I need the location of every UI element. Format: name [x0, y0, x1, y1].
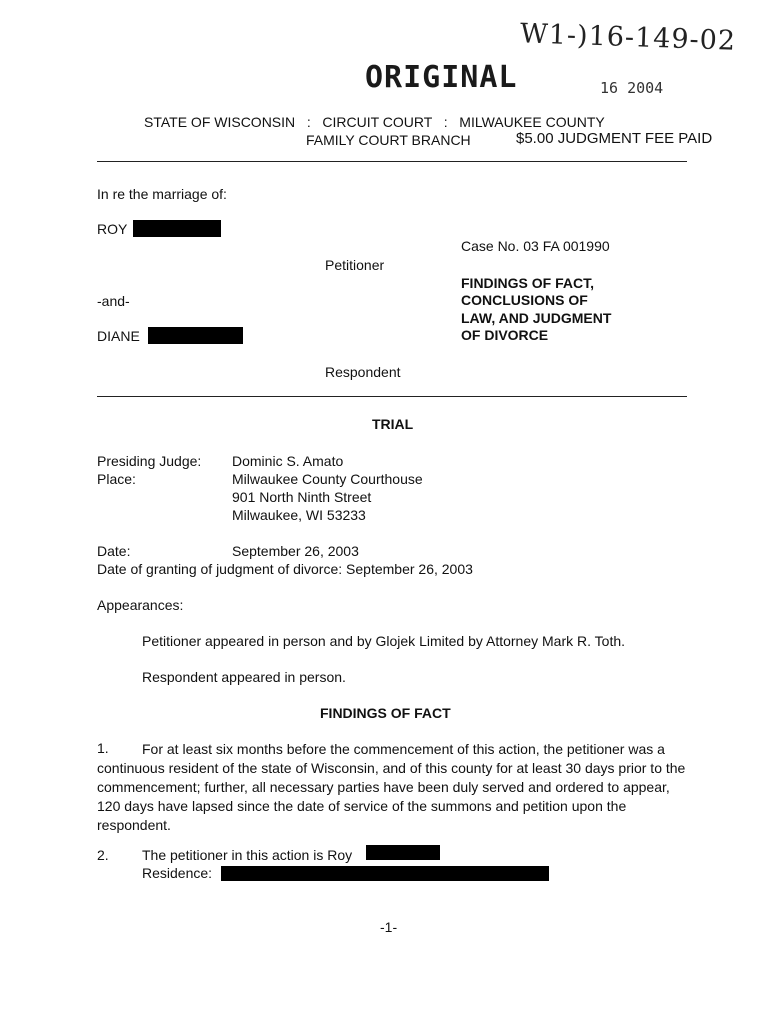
item-1-text: For at least six months before the commencement of this action, the petitioner was a continuous resident of the state of Wisconsin, and of this county for at least 30 days prior to the commencement; further, all necessary parties have been duly served and ordered to appear, 120 days have lapsed since the date of service of the summons and petition upon the respondent. [97, 741, 686, 833]
court-line: STATE OF WISCONSIN : CIRCUIT COURT : MILWAUKEE COUNTY [144, 114, 605, 130]
place-line-3: Milwaukee, WI 53233 [232, 507, 366, 523]
and-separator: -and- [97, 293, 130, 309]
judge-name: Dominic S. Amato [232, 453, 344, 469]
place-label: Place: [97, 471, 136, 487]
filed-date-stamp: 16 2004 [600, 79, 664, 97]
caption-rule [97, 396, 687, 397]
doc-title-line-4: OF DIVORCE [461, 327, 549, 343]
petitioner-label: Petitioner [325, 257, 385, 273]
doc-title-line-3: LAW, AND JUDGMENT [461, 310, 612, 326]
appearance-respondent: Respondent appeared in person. [142, 669, 346, 685]
redaction-bar [148, 327, 243, 344]
original-stamp: ORIGINAL [365, 60, 518, 95]
redaction-bar [133, 220, 221, 237]
item-1-number: 1. [97, 740, 109, 756]
handwritten-case-number: W1-)16-149-02 [519, 18, 737, 57]
fee-note: $5.00 JUDGMENT FEE PAID [516, 130, 713, 147]
respondent-label: Respondent [325, 364, 401, 380]
case-number: Case No. 03 FA 001990 [461, 238, 610, 254]
page-number: -1- [380, 919, 398, 935]
judge-label: Presiding Judge: [97, 453, 202, 469]
doc-title-line-1: FINDINGS OF FACT, [461, 275, 594, 291]
petitioner-name: ROY [97, 221, 128, 237]
place-line-1: Milwaukee County Courthouse [232, 471, 423, 487]
header-rule [97, 161, 687, 162]
residence-label: Residence: [142, 865, 213, 881]
date-label: Date: [97, 543, 131, 559]
place-line-2: 901 North Ninth Street [232, 489, 372, 505]
redaction-bar [366, 845, 440, 860]
respondent-name: DIANE [97, 328, 140, 344]
trial-heading: TRIAL [372, 416, 414, 432]
trial-date: September 26, 2003 [232, 543, 359, 559]
granting-date-line: Date of granting of judgment of divorce: September 26, 2003 [97, 561, 473, 577]
doc-title-line-2: CONCLUSIONS OF [461, 292, 588, 308]
branch-line: FAMILY COURT BRANCH [306, 132, 471, 148]
appearances-label: Appearances: [97, 597, 184, 613]
redaction-bar [221, 866, 549, 881]
item-2-number: 2. [97, 847, 109, 863]
appearance-petitioner: Petitioner appeared in person and by Glojek Limited by Attorney Mark R. Toth. [142, 633, 626, 649]
findings-heading: FINDINGS OF FACT [320, 705, 451, 721]
item-2-text: The petitioner in this action is Roy [142, 847, 353, 863]
in-re-line: In re the marriage of: [97, 186, 227, 202]
